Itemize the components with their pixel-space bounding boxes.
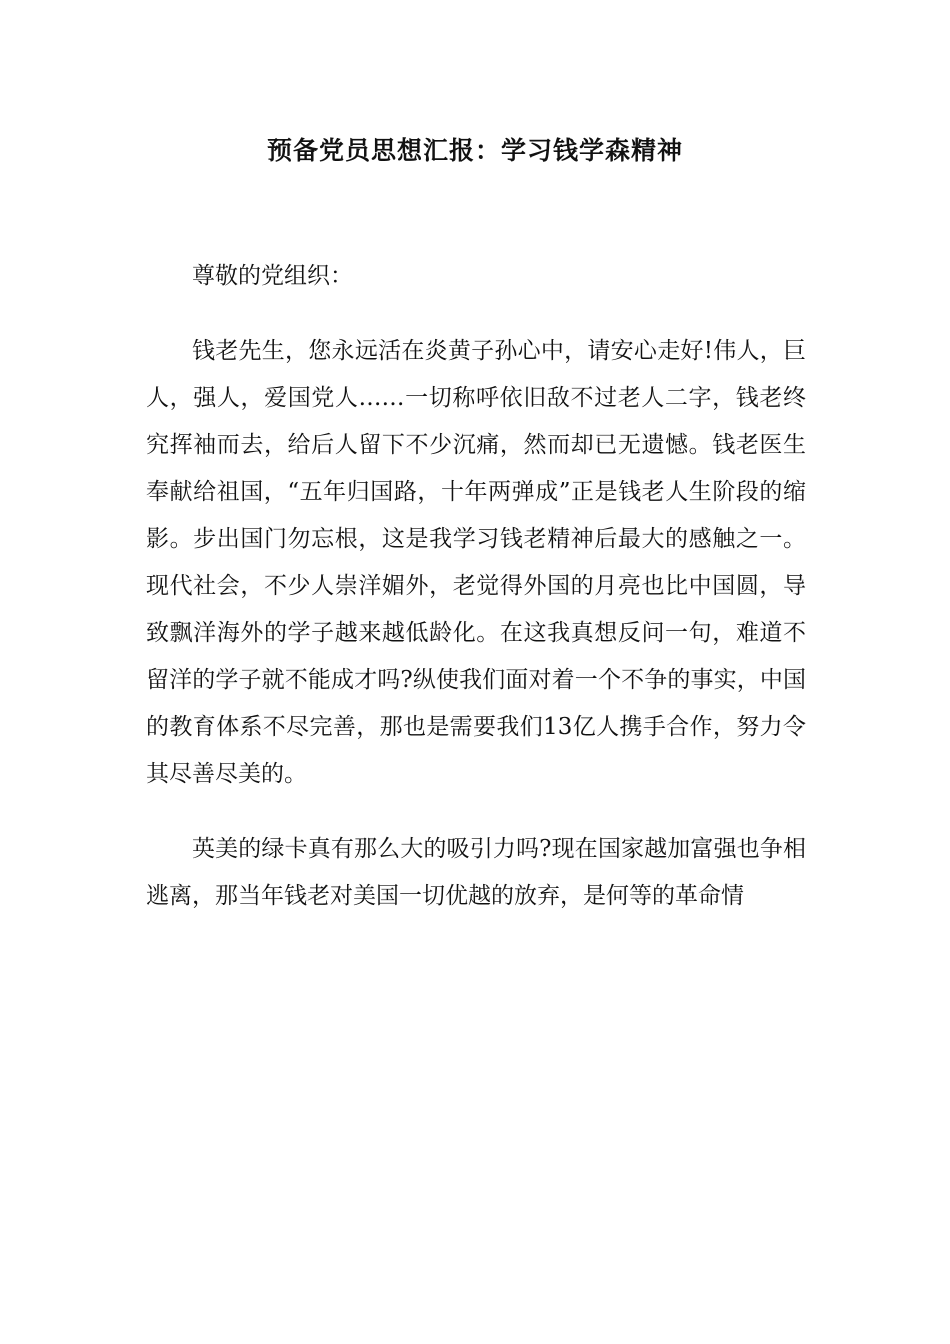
- document-title: 预备党员思想汇报：学习钱学森精神: [266, 136, 683, 165]
- paragraph-2: 英美的绿卡真有那么大的吸引力吗?现在国家越加富强也争相逃离，那当年钱老对美国一切优越的放弃，是何等的革命情: [146, 836, 806, 909]
- greeting-line: 尊敬的党组织：: [192, 263, 353, 289]
- document-body: [146, 253, 806, 948]
- paragraph-1: 钱老先生，您永远活在炎黄子孙心中，请安心走好!伟人，巨人，强人，爱国党人……一切称呼依旧敌不过老人二字，钱老终究挥袖而去，给后人留下不少沉痛，然而却已无遗憾。钱老医生奉献给祖国，“五年归国路，十年两弹成”正是钱老人生阶段的缩影。步出国门勿忘根，这是我学习钱老精神后最大的感触之一。现代社会，不少人崇洋媚外，老觉得外国的月亮也比中国圆，导致飘洋海外的学子越来越低龄化。在这我真想反问一句，难道不留洋的学子就不能成才吗?纵使我们面对着一个不争的事实，中国的教育体系不尽完善，那也是需要我们13亿人携手合作，努力令其尽善尽美的。: [146, 338, 806, 787]
